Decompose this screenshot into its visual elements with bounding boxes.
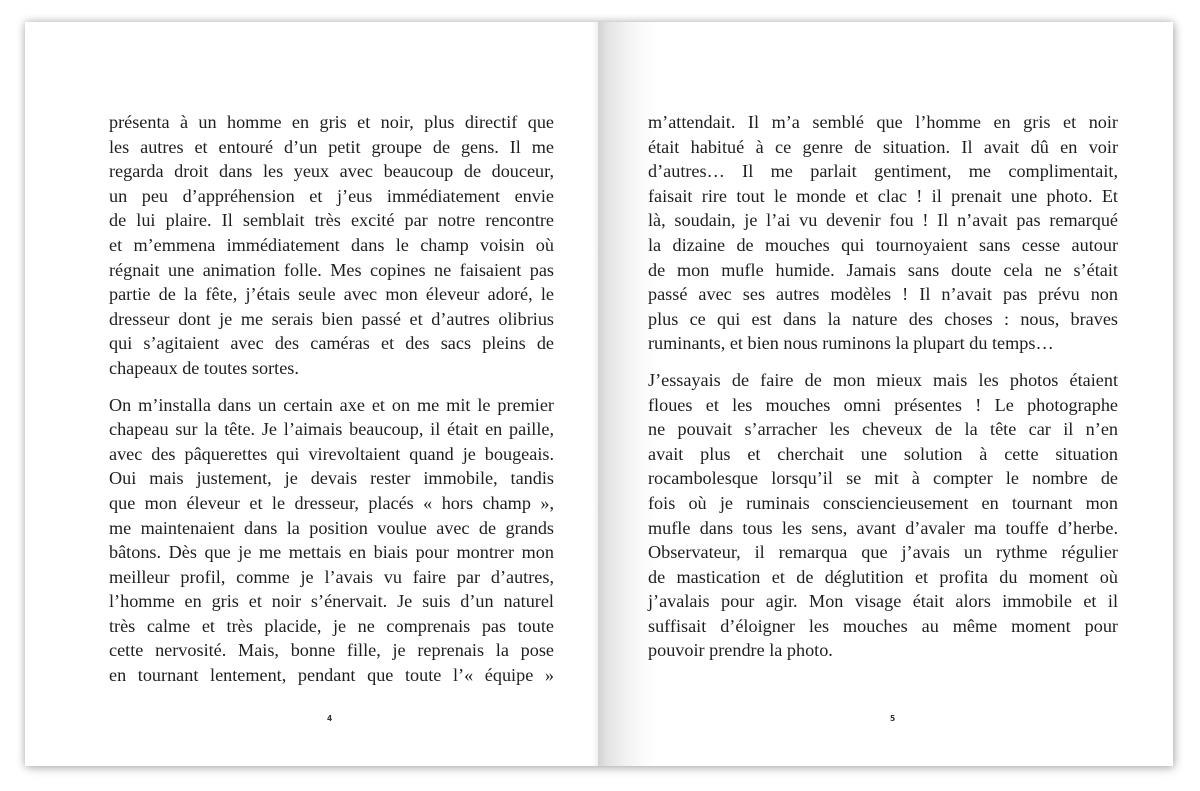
- text-line: cette nervosité. Mais, bonne fille, je reprenais la pose: [109, 640, 554, 661]
- text-line: m’attendait. Il m’a semblé que l’homme en gris et noir: [648, 112, 1118, 132]
- left-page-text: [109, 110, 554, 700]
- text-line: On m’installa dans un certain axe et on me mit le premier: [109, 394, 554, 415]
- text-line: floues et les mouches omni présentes ! Le photographe: [648, 394, 1118, 415]
- text-line: qui s’agitaient avec des caméras et des sacs pleins de: [109, 333, 554, 354]
- text-line: de mon mufle humide. Jamais sans doute cela ne s’était: [648, 259, 1118, 280]
- text-line: partie de la fête, j’étais seule avec mon éleveur adoré, le: [109, 284, 554, 305]
- text-line: passé avec ses autres modèles ! Il n’avait pas prévu non: [648, 284, 1118, 305]
- text-line: rocambolesque lorsqu’il se mit à compter le nombre de: [648, 468, 1118, 489]
- text-line: en tournant lentement, pendant que toute l’« équipe »: [109, 665, 554, 686]
- text-line: chapeau sur la tête. Je l’aimais beaucoup, il était en paille,: [109, 419, 554, 440]
- text-line: bâtons. Dès que je me mettais en biais pour montrer mon: [109, 542, 554, 563]
- text-line: était habitué à ce genre de situation. Il avait dû en voir: [648, 136, 1118, 157]
- text-line: meilleur profil, comme je l’avais vu faire par d’autres,: [109, 566, 554, 587]
- text-line: me maintenaient dans la position voulue avec de grands: [109, 517, 554, 538]
- text-line: la dizaine de mouches qui tournoyaient sans cesse autour: [648, 234, 1118, 255]
- text-line: d’autres… Il me parlait gentiment, me complimentait,: [648, 161, 1118, 182]
- text-line: J’essayais de faire de mon mieux mais les photos étaient: [648, 369, 1118, 390]
- paragraph: [648, 110, 1118, 356]
- right-page: [598, 22, 1173, 766]
- right-page-text: [648, 110, 1118, 675]
- text-line: faisait rire tout le monde et clac ! il prenait une photo. Et: [648, 185, 1118, 206]
- text-line: j’avalais pour agir. Mon visage était alors immobile et il: [648, 591, 1118, 612]
- text-line: mufle dans tous les sens, avant d’avaler ma touffe d’herbe.: [648, 517, 1118, 538]
- text-line: avait plus et cherchait une solution à cette situation: [648, 443, 1118, 464]
- text-line: de lui plaire. Il semblait très excité par notre rencontre: [109, 210, 554, 231]
- paragraph: [648, 368, 1118, 663]
- text-line: Observateur, il remarqua que j’avais un rythme régulier: [648, 542, 1118, 563]
- left-page: [25, 22, 598, 766]
- text-line: regarda droit dans les yeux avec beaucoup de douceur,: [109, 161, 554, 182]
- text-line: dresseur dont je me serais bien passé et d’autres olibrius: [109, 308, 554, 329]
- text-line: très calme et très placide, je ne comprenais pas toute: [109, 615, 554, 636]
- text-line: ne pouvait s’arracher les cheveux de la tête car il n’en: [648, 419, 1118, 440]
- text-line: ruminants, et bien nous ruminons la plupart du temps…: [648, 333, 1054, 354]
- text-line: un peu d’appréhension et j’eus immédiatement envie: [109, 185, 554, 206]
- text-line: et m’emmena immédiatement dans le champ voisin où: [109, 234, 554, 255]
- text-line: plus ce qui est dans la nature des choses : nous, braves: [648, 308, 1118, 329]
- text-line: présenta à un homme en gris et noir, plus directif que: [109, 112, 554, 132]
- paragraph: [109, 393, 554, 688]
- text-line: l’homme en gris et noir s’énervait. Je suis d’un naturel: [109, 591, 554, 612]
- page-number-left: 4: [327, 714, 333, 723]
- text-line: que mon éleveur et le dresseur, placés « hors champ »,: [109, 492, 554, 513]
- text-line: avec des pâquerettes qui virevoltaient quand je bougeais.: [109, 443, 554, 464]
- text-line: Oui mais justement, je devais rester immobile, tandis: [109, 468, 554, 489]
- text-line: de mastication et de déglutition et profita du moment où: [648, 566, 1118, 587]
- text-line: suffisait d’éloigner les mouches au même moment pour: [648, 615, 1118, 636]
- text-line: régnait une animation folle. Mes copines ne faisaient pas: [109, 259, 554, 280]
- paragraph: [109, 110, 554, 381]
- text-line: là, soudain, je l’ai vu devenir fou ! Il n’avait pas remarqué: [648, 210, 1118, 231]
- text-line: chapeaux de toutes sortes.: [109, 357, 299, 378]
- book-spread: [25, 22, 1173, 766]
- text-line: les autres et entouré d’un petit groupe de gens. Il me: [109, 136, 554, 157]
- text-line: fois où je ruminais consciencieusement en tournant mon: [648, 492, 1118, 513]
- text-line: pouvoir prendre la photo.: [648, 640, 833, 661]
- page-number-right: 5: [890, 714, 896, 723]
